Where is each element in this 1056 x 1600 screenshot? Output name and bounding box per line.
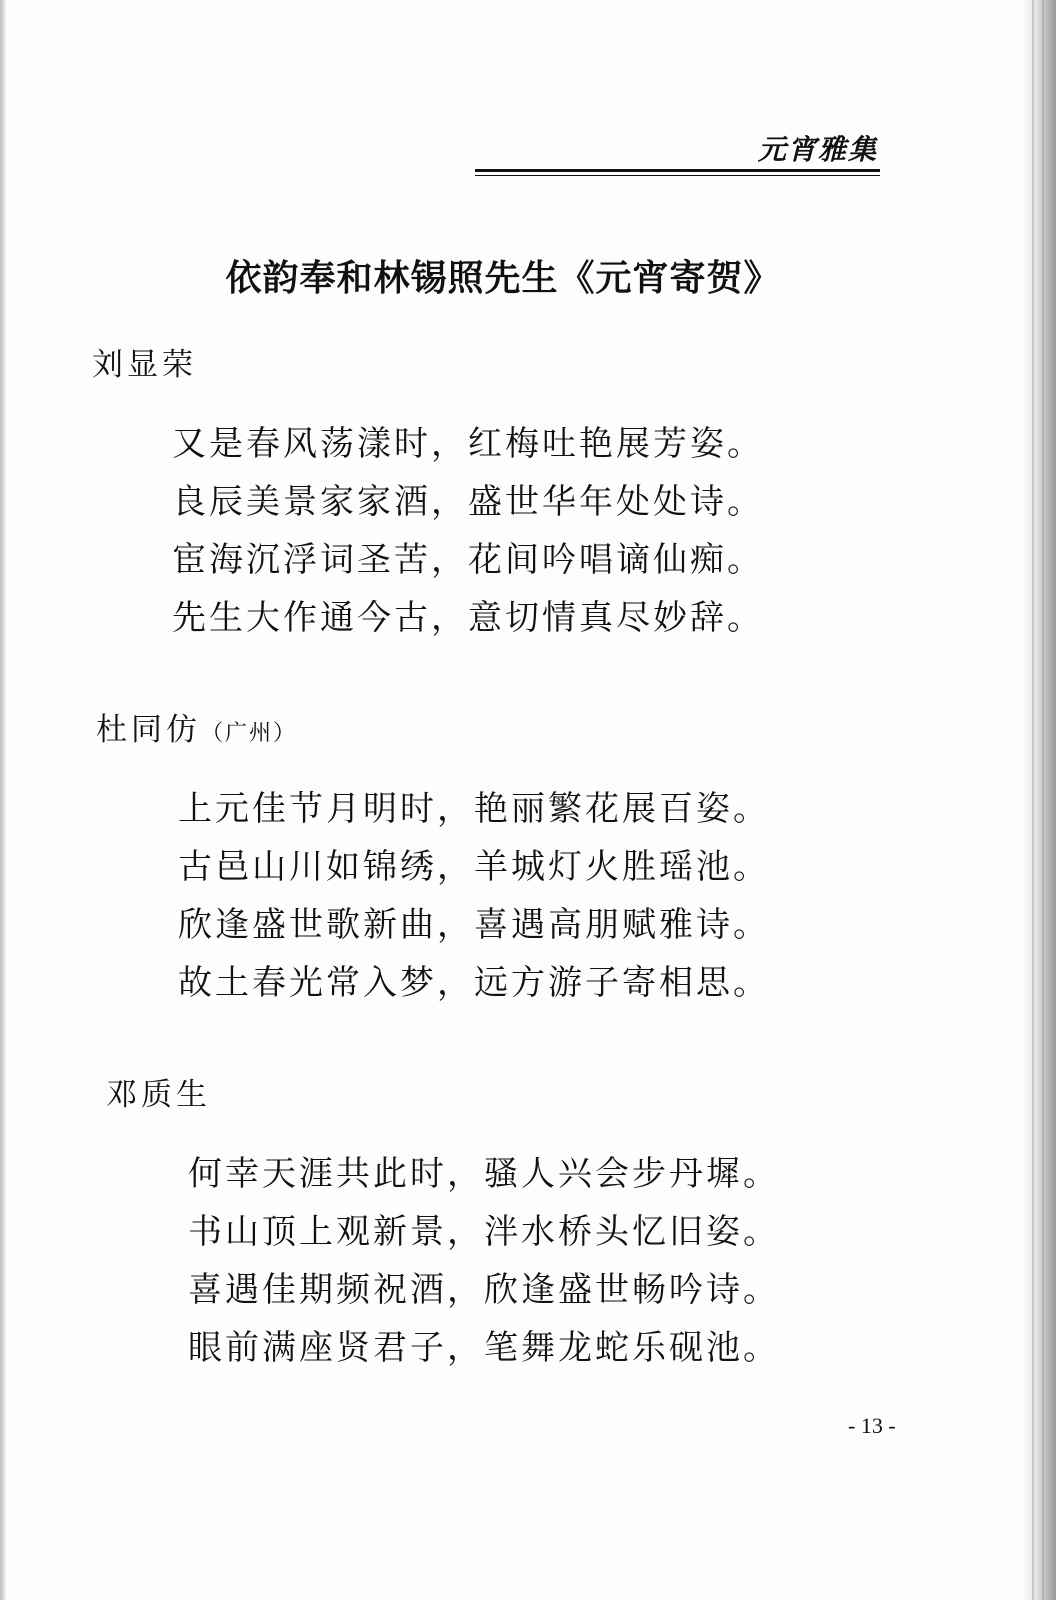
- poem-line: 喜遇佳期频祝酒，欣逢盛世畅吟诗。: [188, 1270, 780, 1310]
- poem-block: [96, 708, 770, 1012]
- poem-line: 欣逢盛世歌新曲，喜遇高朋赋雅诗。: [178, 905, 770, 945]
- poem-line: 书山顶上观新景，泮水桥头忆旧姿。: [188, 1212, 780, 1252]
- poem-line: 宦海沉浮词圣苦，花间吟唱谪仙痴。: [172, 540, 764, 580]
- poem-author: [106, 1073, 780, 1117]
- poem-line: 上元佳节月明时，艳丽繁花展百姿。: [178, 789, 770, 829]
- poem-block: [92, 343, 764, 647]
- author-name: 杜同仿: [96, 712, 201, 748]
- author-name: 刘显荣: [92, 347, 197, 383]
- page-right-edge: [1022, 0, 1056, 1600]
- running-head: 元宵雅集: [757, 133, 878, 166]
- poem-line: 何幸天涯共此时，骚人兴会步丹墀。: [188, 1154, 780, 1194]
- poem-block: [106, 1073, 780, 1377]
- poem-line: 古邑山川如锦绣，羊城灯火胜瑶池。: [178, 847, 770, 887]
- poem-title: 依韵奉和林锡照先生《元宵寄贺》: [225, 257, 781, 299]
- poem-line: 又是春风荡漾时，红梅吐艳展芳姿。: [172, 424, 764, 464]
- author-place: （广州）: [201, 721, 298, 746]
- poem-author: [96, 708, 770, 752]
- page-left-edge: [0, 0, 6, 1600]
- page-number: - 13 -: [848, 1413, 896, 1438]
- author-name: 邓质生: [106, 1077, 211, 1113]
- header-rule-thin: [475, 175, 880, 176]
- header-rule: [475, 169, 880, 172]
- poem-line: 故土春光常入梦，远方游子寄相思。: [178, 963, 770, 1003]
- poem-lines: [96, 780, 770, 1012]
- poem-author: [92, 343, 764, 387]
- poem-lines: [92, 415, 764, 647]
- poem-line: 良辰美景家家酒，盛世华年处处诗。: [172, 482, 764, 522]
- poem-line: 眼前满座贤君子，笔舞龙蛇乐砚池。: [188, 1328, 780, 1368]
- poem-lines: [106, 1145, 780, 1377]
- poem-line: 先生大作通今古，意切情真尽妙辞。: [172, 598, 764, 638]
